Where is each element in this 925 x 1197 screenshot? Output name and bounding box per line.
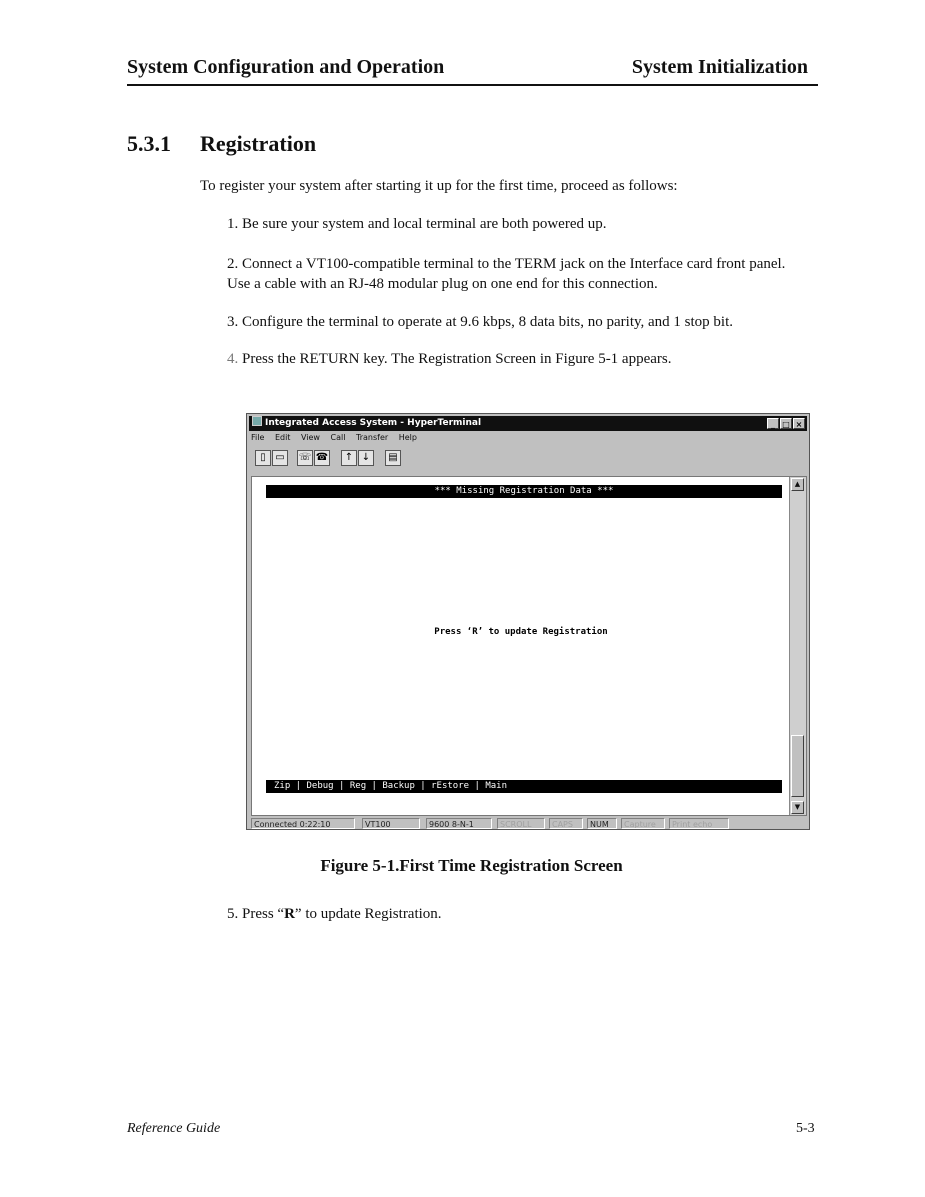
window-titlebar[interactable] xyxy=(249,416,807,431)
send-icon[interactable]: ↑ xyxy=(341,450,357,466)
status-emulation: VT100 xyxy=(362,818,420,829)
receive-icon[interactable]: ↓ xyxy=(358,450,374,466)
status-bar xyxy=(249,818,807,829)
page-header xyxy=(127,56,818,86)
status-num: NUM xyxy=(587,818,617,829)
menu-view[interactable]: View xyxy=(300,433,320,442)
menu-bar xyxy=(251,433,425,445)
header-left: System Configuration and Operation xyxy=(127,56,445,78)
maximize-button[interactable]: □ xyxy=(780,418,792,429)
footer-left: Reference Guide xyxy=(127,1121,221,1136)
menu-transfer[interactable]: Transfer xyxy=(356,433,389,442)
figure-caption xyxy=(0,856,925,876)
scroll-down-icon[interactable]: ▼ xyxy=(791,801,804,814)
step-2 xyxy=(227,254,812,294)
terminal-prompt: Press ‘R’ to update Registration xyxy=(434,627,608,637)
menu-help[interactable]: Help xyxy=(398,433,417,442)
open-icon[interactable]: ▭ xyxy=(272,450,288,466)
step-3 xyxy=(227,312,812,332)
disconnect-icon[interactable]: ☎ xyxy=(314,450,330,466)
step-text: Configure the terminal to operate at 9.6 kbps, 8 data bits, no parity, and 1 stop bit. xyxy=(242,314,734,330)
step-number: 3. xyxy=(227,314,239,330)
status-print-echo: Print echo xyxy=(669,818,729,829)
status-scroll: SCROLL xyxy=(497,818,545,829)
status-settings: 9600 8-N-1 xyxy=(426,818,492,829)
hyperterminal-window xyxy=(246,413,810,830)
step-1 xyxy=(227,214,812,234)
step-text-after: ” to update Registration. xyxy=(294,906,442,922)
step-number: 5. xyxy=(227,906,239,922)
minimize-button[interactable]: _ xyxy=(767,418,779,429)
terminal-screen[interactable] xyxy=(251,476,807,816)
step-4 xyxy=(227,349,812,369)
scroll-thumb[interactable] xyxy=(791,735,804,797)
step-number: 2. xyxy=(227,256,239,272)
window-title: Integrated Access System - HyperTerminal xyxy=(265,418,482,428)
step-text: Connect a VT100-compatible terminal to the TERM jack on the Interface card front panel. Use a cable with an RJ-48 modular plug on one end for this connection. xyxy=(227,256,786,292)
figure-caption-text: Figure 5-1.First Time Registration Screen xyxy=(320,856,623,875)
menu-file[interactable]: File xyxy=(251,433,265,442)
step-key: R xyxy=(284,906,295,922)
terminal-menu-bar: Zip | Debug | Reg | Backup | rEstore | Main xyxy=(266,780,782,793)
connect-icon[interactable]: ☏ xyxy=(297,450,313,466)
step-text: Be sure your system and local terminal are both powered up. xyxy=(242,216,607,232)
step-number: 1. xyxy=(227,216,239,232)
hyperterminal-icon xyxy=(252,416,262,426)
section-title: Registration xyxy=(200,131,317,156)
step-text-before: Press “ xyxy=(242,906,285,922)
close-button[interactable]: × xyxy=(793,418,805,429)
scroll-up-icon[interactable]: ▲ xyxy=(791,478,804,491)
menu-call[interactable]: Call xyxy=(330,433,346,442)
terminal-header-bar: *** Missing Registration Data *** xyxy=(266,485,782,498)
step-text: Press the RETURN key. The Registration Screen in Figure 5-1 appears. xyxy=(242,351,672,367)
menu-edit[interactable]: Edit xyxy=(274,433,291,442)
header-right: System Initialization xyxy=(631,56,808,78)
step-number: 4. xyxy=(227,351,239,367)
page-number: 5-3 xyxy=(796,1121,815,1136)
step-5 xyxy=(227,904,812,924)
status-capture: Capture xyxy=(621,818,665,829)
status-caps: CAPS xyxy=(549,818,583,829)
status-connected: Connected 0:22:10 xyxy=(251,818,355,829)
properties-icon[interactable]: ▤ xyxy=(385,450,401,466)
intro-paragraph: To register your system after starting it up for the first time, proceed as follows: xyxy=(200,178,678,194)
section-number: 5.3.1 xyxy=(127,131,171,156)
vertical-scrollbar[interactable] xyxy=(789,477,806,815)
new-icon[interactable]: ▯ xyxy=(255,450,271,466)
